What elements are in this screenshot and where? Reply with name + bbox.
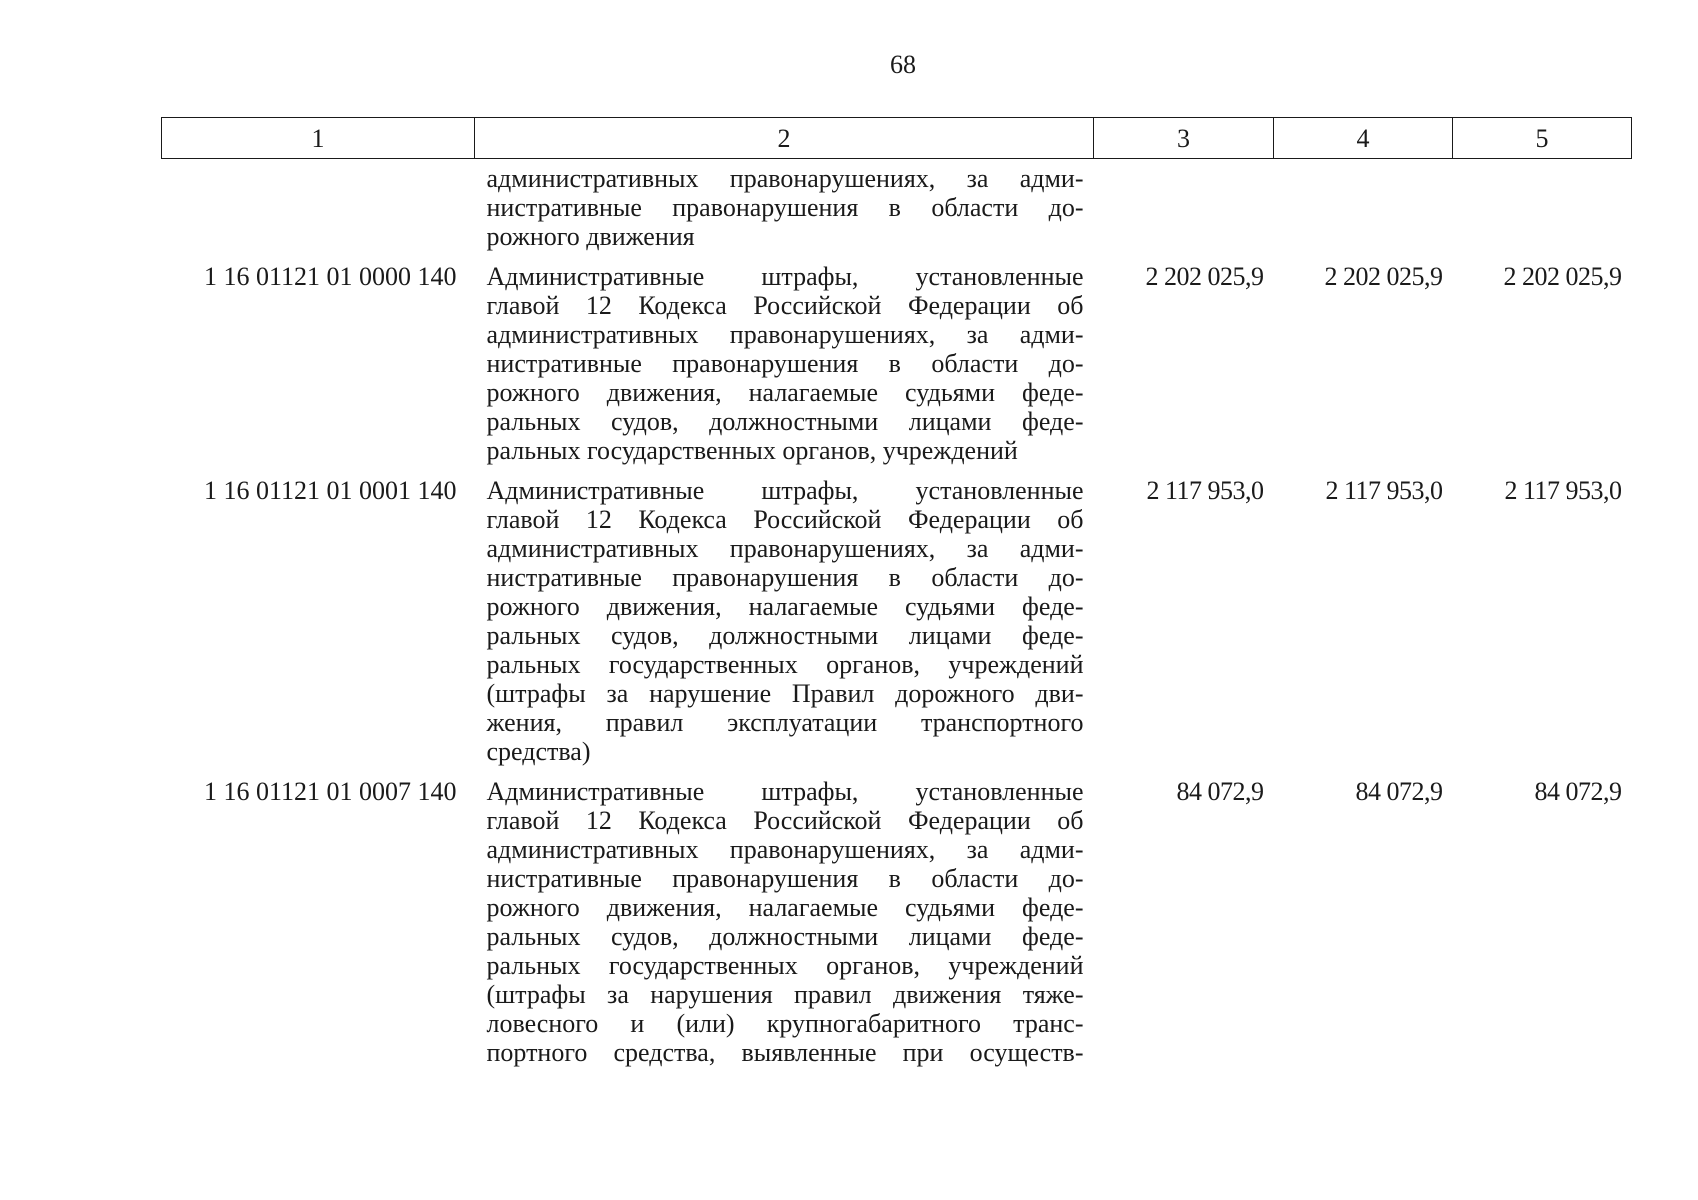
row-value-col-5: 2 202 025,9 bbox=[1503, 262, 1622, 291]
description-line: ральных государственных органов, учреждений bbox=[486, 951, 1084, 980]
description-line: рожного движения, налагаемые судьями феде- bbox=[486, 378, 1084, 407]
description-line: ральных судов, должностными лицами феде- bbox=[486, 621, 1084, 650]
description-line: Административные штрафы, установленные bbox=[486, 262, 1084, 291]
row-code: 1 16 01121 01 0000 140 bbox=[203, 262, 457, 291]
row-code: 1 16 01121 01 0007 140 bbox=[203, 777, 457, 806]
description-line: рожного движения, налагаемые судьями феде- bbox=[486, 592, 1084, 621]
description-line: нистративные правонарушения в области до- bbox=[486, 563, 1084, 592]
page-number: 68 bbox=[890, 50, 916, 79]
table-row bbox=[162, 766, 1632, 1067]
header-col-5: 5 bbox=[1453, 118, 1632, 159]
description-line: главой 12 Кодекса Российской Федерации об bbox=[486, 291, 1084, 320]
description-line: портного средства, выявленные при осуществ- bbox=[486, 1038, 1084, 1067]
row-value-col-4 bbox=[1274, 159, 1453, 252]
description-line: Административные штрафы, установленные bbox=[486, 777, 1084, 806]
description-line: административных правонарушениях, за адми- bbox=[486, 534, 1084, 563]
description-line: средства) bbox=[486, 737, 591, 766]
description-line: главой 12 Кодекса Российской Федерации об bbox=[486, 806, 1084, 835]
description-line: ральных судов, должностными лицами феде- bbox=[486, 407, 1084, 436]
table-header bbox=[162, 118, 1632, 159]
table-row bbox=[162, 251, 1632, 465]
description-line: Административные штрафы, установленные bbox=[486, 476, 1084, 505]
row-code: 1 16 01121 01 0001 140 bbox=[203, 476, 457, 505]
row-code bbox=[162, 159, 475, 252]
row-value-col-5 bbox=[1453, 159, 1632, 252]
row-description bbox=[475, 159, 1094, 252]
description-line: (штрафы за нарушение Правил дорожного дви- bbox=[486, 679, 1084, 708]
row-value-col-4: 84 072,9 bbox=[1355, 777, 1443, 806]
row-value-col-4: 2 202 025,9 bbox=[1324, 262, 1443, 291]
header-col-1: 1 bbox=[162, 118, 475, 159]
description-line: административных правонарушениях, за адми- bbox=[486, 835, 1084, 864]
row-value-col-5: 2 117 953,0 bbox=[1504, 476, 1622, 505]
description-line: нистративные правонарушения в области до- bbox=[486, 349, 1084, 378]
header-row bbox=[162, 118, 1632, 159]
description-line: жения, правил эксплуатации транспортного bbox=[486, 708, 1084, 737]
row-value-col-4: 2 117 953,0 bbox=[1325, 476, 1443, 505]
description-line: ловесного и (или) крупногабаритного транс- bbox=[486, 1009, 1084, 1038]
description-line: административных правонарушениях, за адми- bbox=[486, 164, 1084, 193]
row-description bbox=[475, 251, 1094, 465]
description-line: нистративные правонарушения в области до- bbox=[486, 864, 1084, 893]
row-description bbox=[475, 465, 1094, 766]
budget-table bbox=[161, 117, 1632, 1067]
description-line: ральных государственных органов, учреждений bbox=[486, 650, 1084, 679]
description-line: главой 12 Кодекса Российской Федерации об bbox=[486, 505, 1084, 534]
description-line: ральных судов, должностными лицами феде- bbox=[486, 922, 1084, 951]
description-line: нистративные правонарушения в области до- bbox=[486, 193, 1084, 222]
description-line: (штрафы за нарушения правил движения тяже- bbox=[486, 980, 1084, 1009]
row-value-col-3 bbox=[1094, 159, 1274, 252]
row-value-col-3: 84 072,9 bbox=[1176, 777, 1264, 806]
row-value-col-3: 2 202 025,9 bbox=[1145, 262, 1264, 291]
description-line: ральных государственных органов, учреждений bbox=[486, 436, 1018, 465]
row-value-col-5: 84 072,9 bbox=[1534, 777, 1622, 806]
table-row bbox=[162, 159, 1632, 252]
description-line: рожного движения, налагаемые судьями феде- bbox=[486, 893, 1084, 922]
table-body bbox=[162, 159, 1632, 1068]
description-line: рожного движения bbox=[486, 222, 695, 251]
row-description bbox=[475, 766, 1094, 1067]
row-value-col-3: 2 117 953,0 bbox=[1146, 476, 1264, 505]
header-col-3: 3 bbox=[1094, 118, 1274, 159]
description-line: административных правонарушениях, за адми- bbox=[486, 320, 1084, 349]
header-col-2: 2 bbox=[475, 118, 1094, 159]
header-col-4: 4 bbox=[1274, 118, 1453, 159]
table-row bbox=[162, 465, 1632, 766]
